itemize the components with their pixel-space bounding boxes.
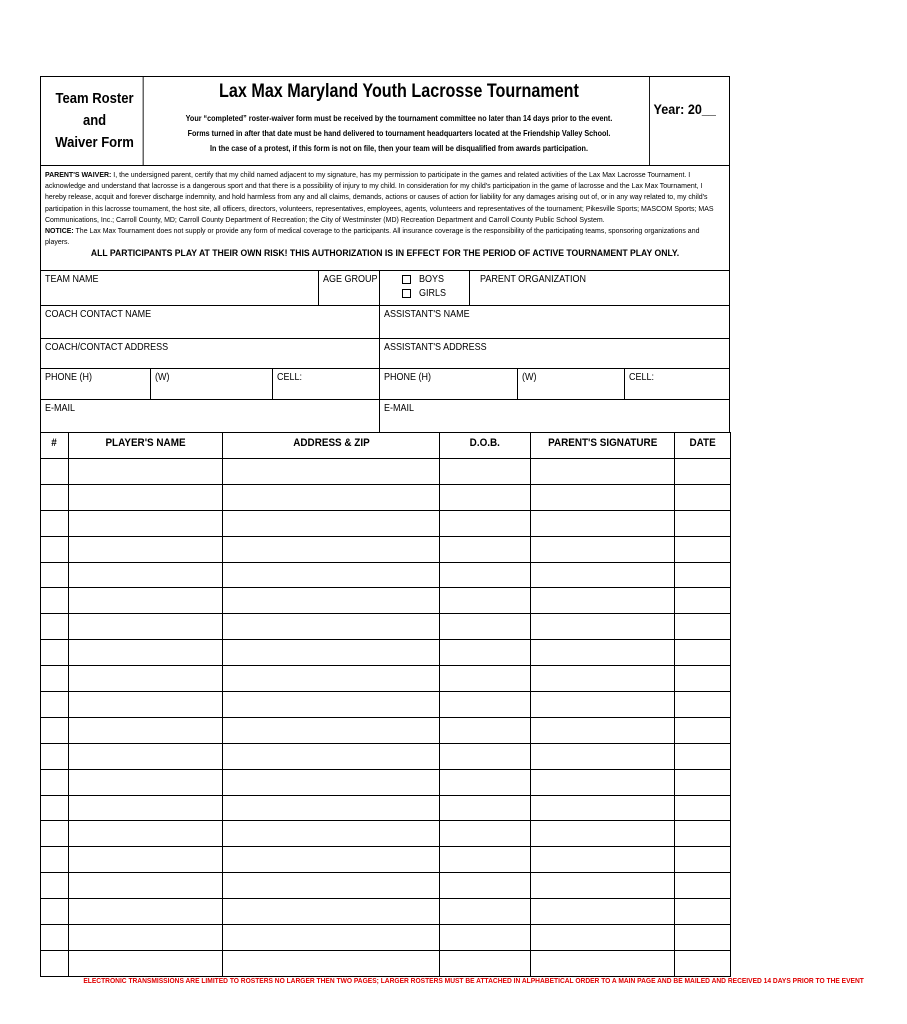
- parent-signature-cell[interactable]: [531, 666, 675, 692]
- parent-signature-cell[interactable]: [531, 484, 675, 510]
- parent-signature-cell[interactable]: [531, 614, 675, 640]
- electronic-transmission-note: ELECTRONIC TRANSMISSIONS ARE LIMITED TO ROSTERS NO LARGER THEN TWO PAGES; LARGER ROSTERS MUST BE ATTACHED IN ALPHABETICAL ORDER TO A MAIN PAGE AND BE MAILED AND RECEIVED 14 DAYS PRIOR TO THE EVENT: [83, 976, 864, 985]
- player-name-cell[interactable]: [69, 769, 223, 795]
- date-cell[interactable]: [675, 536, 731, 562]
- dob-cell[interactable]: [440, 717, 531, 743]
- number-cell[interactable]: [41, 459, 69, 485]
- number-cell[interactable]: [41, 510, 69, 536]
- roster-header-row: [41, 433, 731, 459]
- address-zip-cell[interactable]: [223, 743, 440, 769]
- table-row: [41, 717, 731, 743]
- late-forms-text: Forms turned in after that date must be hand delivered to tournament headquarters located at the Friendship Valley School.: [187, 129, 611, 138]
- dob-cell[interactable]: [440, 769, 531, 795]
- number-cell[interactable]: [41, 795, 69, 821]
- table-row: [41, 847, 731, 873]
- notice-text: The Lax Max Tournament does not supply or provide any form of medical coverage to the participants. All insurance coverage is the responsibility of the participating teams, sponsoring organizations and players.: [45, 226, 700, 247]
- address-zip-cell[interactable]: [223, 847, 440, 873]
- address-zip-cell[interactable]: [223, 717, 440, 743]
- dob-cell[interactable]: [440, 536, 531, 562]
- player-name-cell[interactable]: [69, 821, 223, 847]
- player-name-cell[interactable]: [69, 510, 223, 536]
- dob-cell[interactable]: [440, 899, 531, 925]
- dob-cell[interactable]: [440, 666, 531, 692]
- girls-option[interactable]: GIRLS: [402, 287, 465, 301]
- parent-organization-field[interactable]: PARENT ORGANIZATION: [469, 270, 730, 306]
- parent-signature-cell[interactable]: [531, 899, 675, 925]
- date-cell[interactable]: [675, 562, 731, 588]
- address-zip-cell[interactable]: [223, 588, 440, 614]
- waiver-text: I, the undersigned parent, certify that my child named adjacent to my signature, has my permission to participate in the games and related activities of the Lax Max Lacrosse Tournament. I acknowledge and understand that lacrosse is a dangerous sport and that there is a possibility of injury to my child. In consideration for my child's participation in the game of lacrosse and the Lax Max Tournament, I hereby release, acquit and forever discharge indemnity, and hold harmless from any and all claims, demands, actions or causes of action for liability for any damages arising out of, or in any way related to, my child's participation in this lacrosse tournament, the host site, all officers, directors, volunteers, representatives, employees, agents, volunteers and representatives of the tournament; Pikesville Sports; MASCOM Sports; MAS Communications, Inc.; Carroll County, MD; Carroll County Department of Recreation; the City of Westminster (MD) Recreation Department and Carroll County Public School System.: [45, 170, 714, 224]
- player-name-cell[interactable]: [69, 459, 223, 485]
- date-cell[interactable]: [675, 899, 731, 925]
- address-zip-cell[interactable]: [223, 510, 440, 536]
- date-cell[interactable]: [675, 510, 731, 536]
- date-cell[interactable]: [675, 484, 731, 510]
- table-row: [41, 614, 731, 640]
- date-cell[interactable]: [675, 743, 731, 769]
- address-zip-cell[interactable]: [223, 666, 440, 692]
- dob-cell[interactable]: [440, 873, 531, 899]
- number-cell[interactable]: [41, 536, 69, 562]
- coach-address-field[interactable]: COACH/CONTACT ADDRESS: [40, 338, 380, 369]
- assistant-phone-home-field[interactable]: PHONE (H): [379, 368, 518, 400]
- parent-signature-cell[interactable]: [531, 588, 675, 614]
- waiver-label: PARENT'S WAIVER:: [45, 170, 112, 179]
- form-title-box: [46, 77, 143, 165]
- number-cell[interactable]: [41, 614, 69, 640]
- assistant-email-field[interactable]: E-MAIL: [379, 399, 730, 433]
- form-header: [40, 76, 730, 166]
- parent-signature-cell[interactable]: [531, 562, 675, 588]
- date-cell[interactable]: [675, 614, 731, 640]
- form-title-line1: Team Roster and: [55, 91, 134, 129]
- player-name-cell[interactable]: [69, 536, 223, 562]
- date-cell[interactable]: [675, 925, 731, 951]
- address-zip-cell[interactable]: [223, 459, 440, 485]
- number-cell[interactable]: [41, 950, 69, 976]
- number-cell[interactable]: [41, 640, 69, 666]
- address-zip-cell[interactable]: [223, 536, 440, 562]
- coach-cell-field[interactable]: CELL:: [272, 368, 380, 400]
- player-name-cell[interactable]: [69, 692, 223, 718]
- dob-cell[interactable]: [440, 847, 531, 873]
- date-cell[interactable]: [675, 873, 731, 899]
- date-cell[interactable]: [675, 769, 731, 795]
- col-date: DATE: [675, 433, 731, 459]
- table-row: [41, 950, 731, 976]
- address-zip-cell[interactable]: [223, 795, 440, 821]
- boys-option[interactable]: BOYS: [402, 273, 465, 287]
- table-row: [41, 743, 731, 769]
- player-name-cell[interactable]: [69, 484, 223, 510]
- table-row: [41, 562, 731, 588]
- col-parent-signature: PARENT'S SIGNATURE: [531, 433, 675, 459]
- number-cell[interactable]: [41, 484, 69, 510]
- date-cell[interactable]: [675, 847, 731, 873]
- date-cell[interactable]: [675, 795, 731, 821]
- dob-cell[interactable]: [440, 925, 531, 951]
- team-name-field[interactable]: TEAM NAME: [40, 270, 319, 306]
- parent-signature-cell[interactable]: [531, 743, 675, 769]
- table-row: [41, 925, 731, 951]
- number-cell[interactable]: [41, 821, 69, 847]
- notice-label: NOTICE:: [45, 226, 74, 236]
- number-cell[interactable]: [41, 588, 69, 614]
- number-cell[interactable]: [41, 692, 69, 718]
- number-cell[interactable]: [41, 743, 69, 769]
- date-cell[interactable]: [675, 588, 731, 614]
- player-name-cell[interactable]: [69, 847, 223, 873]
- table-row: [41, 666, 731, 692]
- table-row: [41, 795, 731, 821]
- dob-cell[interactable]: [440, 562, 531, 588]
- girls-checkbox[interactable]: [402, 289, 411, 298]
- coach-phone-work-field[interactable]: (W): [150, 368, 273, 400]
- date-cell[interactable]: [675, 821, 731, 847]
- assistant-phone-work-field[interactable]: (W): [517, 368, 625, 400]
- coach-email-field[interactable]: E-MAIL: [40, 399, 380, 433]
- player-name-cell[interactable]: [69, 562, 223, 588]
- form-title-line2: Waiver Form: [55, 135, 134, 151]
- player-name-cell[interactable]: [69, 588, 223, 614]
- table-row: [41, 873, 731, 899]
- dob-cell[interactable]: [440, 640, 531, 666]
- address-zip-cell[interactable]: [223, 899, 440, 925]
- address-zip-cell[interactable]: [223, 562, 440, 588]
- dob-cell[interactable]: [440, 459, 531, 485]
- player-name-cell[interactable]: [69, 743, 223, 769]
- age-group-field[interactable]: AGE GROUP: [318, 270, 380, 306]
- player-name-cell[interactable]: [69, 950, 223, 976]
- number-cell[interactable]: [41, 847, 69, 873]
- table-row: [41, 692, 731, 718]
- year-field[interactable]: Year: 20__: [649, 77, 721, 165]
- address-zip-cell[interactable]: [223, 692, 440, 718]
- date-cell[interactable]: [675, 950, 731, 976]
- address-zip-cell[interactable]: [223, 769, 440, 795]
- col-address-zip: ADDRESS & ZIP: [223, 433, 440, 459]
- table-row: [41, 536, 731, 562]
- player-name-cell[interactable]: [69, 640, 223, 666]
- dob-cell[interactable]: [440, 588, 531, 614]
- table-row: [41, 459, 731, 485]
- address-zip-cell[interactable]: [223, 821, 440, 847]
- player-name-cell[interactable]: [69, 899, 223, 925]
- tournament-info: [149, 77, 649, 165]
- dob-cell[interactable]: [440, 510, 531, 536]
- coach-phone-home-field[interactable]: PHONE (H): [40, 368, 151, 400]
- parent-signature-cell[interactable]: [531, 873, 675, 899]
- address-zip-cell[interactable]: [223, 484, 440, 510]
- date-cell[interactable]: [675, 459, 731, 485]
- number-cell[interactable]: [41, 666, 69, 692]
- player-name-cell[interactable]: [69, 925, 223, 951]
- dob-cell[interactable]: [440, 795, 531, 821]
- parent-signature-cell[interactable]: [531, 847, 675, 873]
- col-number: #: [41, 433, 69, 459]
- parents-waiver: [40, 166, 730, 270]
- parent-signature-cell[interactable]: [531, 692, 675, 718]
- parent-signature-cell[interactable]: [531, 821, 675, 847]
- parent-signature-cell[interactable]: [531, 717, 675, 743]
- parent-signature-cell[interactable]: [531, 950, 675, 976]
- number-cell[interactable]: [41, 899, 69, 925]
- address-zip-cell[interactable]: [223, 950, 440, 976]
- player-name-cell[interactable]: [69, 666, 223, 692]
- gender-options: [379, 270, 470, 306]
- table-row: [41, 510, 731, 536]
- col-dob: D.O.B.: [440, 433, 531, 459]
- address-zip-cell[interactable]: [223, 925, 440, 951]
- assistant-name-field[interactable]: ASSISTANT'S NAME: [379, 305, 730, 339]
- number-cell[interactable]: [41, 562, 69, 588]
- assistant-cell-field[interactable]: CELL:: [624, 368, 730, 400]
- date-cell[interactable]: [675, 717, 731, 743]
- parent-signature-cell[interactable]: [531, 510, 675, 536]
- number-cell[interactable]: [41, 717, 69, 743]
- boys-checkbox[interactable]: [402, 275, 411, 284]
- dob-cell[interactable]: [440, 950, 531, 976]
- address-zip-cell[interactable]: [223, 640, 440, 666]
- col-player-name: PLAYER'S NAME: [69, 433, 223, 459]
- player-name-cell[interactable]: [69, 873, 223, 899]
- date-cell[interactable]: [675, 692, 731, 718]
- parent-signature-cell[interactable]: [531, 536, 675, 562]
- player-roster-table: [40, 432, 731, 977]
- table-row: [41, 821, 731, 847]
- date-cell[interactable]: [675, 666, 731, 692]
- parent-signature-cell[interactable]: [531, 795, 675, 821]
- address-zip-cell[interactable]: [223, 873, 440, 899]
- date-cell[interactable]: [675, 640, 731, 666]
- table-row: [41, 899, 731, 925]
- assistant-address-field[interactable]: ASSISTANT'S ADDRESS: [379, 338, 730, 369]
- number-cell[interactable]: [41, 769, 69, 795]
- parent-signature-cell[interactable]: [531, 925, 675, 951]
- dob-cell[interactable]: [440, 743, 531, 769]
- number-cell[interactable]: [41, 925, 69, 951]
- coach-contact-name-field[interactable]: COACH CONTACT NAME: [40, 305, 380, 339]
- dob-cell[interactable]: [440, 692, 531, 718]
- table-row: [41, 640, 731, 666]
- submission-deadline-text: Your “completed” roster-waiver form must be received by the tournament committee no later than 14 days prior to the event.: [185, 114, 613, 123]
- dob-cell[interactable]: [440, 484, 531, 510]
- tournament-title: Lax Max Maryland Youth Lacrosse Tournament: [219, 81, 579, 102]
- dob-cell[interactable]: [440, 614, 531, 640]
- own-risk-statement: ALL PARTICIPANTS PLAY AT THEIR OWN RISK! THIS AUTHORIZATION IS IN EFFECT FOR THE PERIOD OF ACTIVE TOURNAMENT PLAY ONLY.: [90, 248, 680, 260]
- player-name-cell[interactable]: [69, 614, 223, 640]
- parent-signature-cell[interactable]: [531, 769, 675, 795]
- player-name-cell[interactable]: [69, 717, 223, 743]
- parent-signature-cell[interactable]: [531, 459, 675, 485]
- table-row: [41, 484, 731, 510]
- player-name-cell[interactable]: [69, 795, 223, 821]
- dob-cell[interactable]: [440, 821, 531, 847]
- address-zip-cell[interactable]: [223, 614, 440, 640]
- table-row: [41, 588, 731, 614]
- protest-text: In the case of a protest, if this form is not on file, then your team will be disqualified from awards participation.: [210, 144, 588, 153]
- number-cell[interactable]: [41, 873, 69, 899]
- table-row: [41, 769, 731, 795]
- parent-signature-cell[interactable]: [531, 640, 675, 666]
